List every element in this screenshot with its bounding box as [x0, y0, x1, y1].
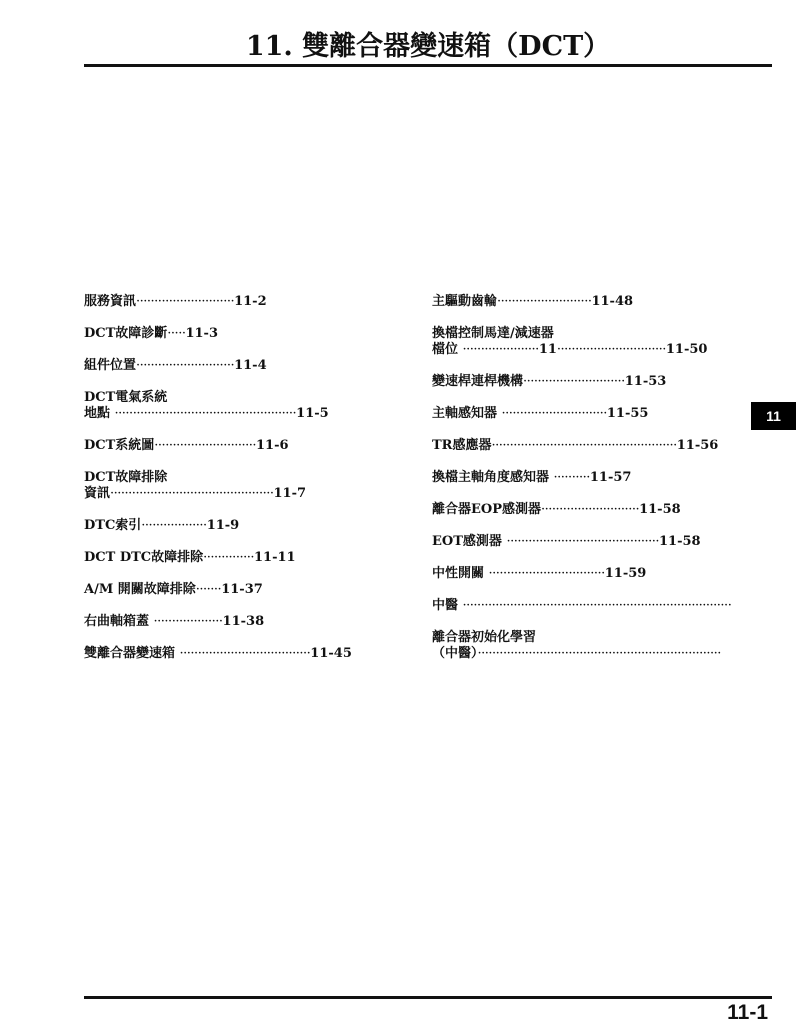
toc-entry-label: 離合器EOP感測器	[432, 502, 542, 517]
toc-entry-page: 11-56	[676, 438, 719, 453]
toc-entry-page: 11-58	[659, 534, 701, 549]
toc-entry-label-line1: DCT故障排除	[84, 470, 168, 485]
toc-entry-label-line1: DCT電氣系統	[84, 390, 168, 405]
toc-entry-label: DCT系統圖	[84, 438, 155, 453]
toc-entry-label: 雙離合器變速箱	[84, 646, 180, 661]
toc-entry-page: 11-2	[234, 294, 267, 309]
toc-entry-zhongyi[interactable]	[432, 598, 732, 614]
toc-leader-dots: ····························	[154, 438, 257, 453]
toc-leader-dots: ····································	[179, 646, 311, 661]
toc-entry-page: 11-3	[185, 326, 219, 341]
toc-leader-dots: ·············································	[110, 486, 274, 501]
toc-entry-page: 11-53	[624, 374, 667, 389]
toc-entry-page: 11-37	[221, 582, 263, 597]
toc-entry-mainshaft-sensor[interactable]	[432, 406, 732, 422]
toc-entry-clutch-eop-sensor[interactable]	[432, 502, 732, 518]
toc-entry-label: 地點	[84, 406, 115, 421]
toc-entry-page: 11-55	[606, 406, 649, 421]
toc-leader-dots: ································	[488, 566, 605, 581]
toc-leader-dots: ··········································	[506, 534, 659, 549]
toc-entry-page: 11-57	[589, 470, 632, 485]
toc-leader-dots: ···························	[136, 294, 235, 309]
toc-entry-dual-clutch[interactable]	[84, 646, 380, 662]
toc-leader-dots: ·····················	[462, 342, 539, 357]
toc-entry-page: 11-9	[206, 518, 240, 533]
toc-leader-dots: ··········	[553, 470, 590, 485]
page-title: 11. 雙離合器變速箱（DCT）	[245, 31, 611, 62]
toc-left-column	[84, 294, 380, 678]
toc-entry-gearshift-linkage[interactable]	[432, 374, 732, 390]
page-number: 11-1	[727, 1001, 768, 1024]
toc-entry-label: TR感應器	[432, 438, 492, 453]
toc-entry-label: 換檔主軸角度感知器	[432, 470, 554, 485]
toc-leader-dots: ··························	[497, 294, 592, 309]
chapter-tab: 11	[751, 402, 796, 430]
toc-entry-label: 組件位置	[84, 358, 137, 373]
toc-entry-dtc-index[interactable]	[84, 518, 380, 534]
toc-entry-primary-drive-gear[interactable]	[432, 294, 732, 310]
toc-entry-label-line1: 離合器初始化學習	[432, 630, 537, 645]
toc-entry-dct-system-diagram[interactable]	[84, 438, 380, 454]
toc-leader-dots: ·····	[167, 326, 186, 341]
toc-entry-label: 主驅動齒輪	[432, 294, 498, 309]
toc-entry-label: EOT感測器	[432, 534, 507, 549]
toc-entry-page: 11-4	[234, 358, 267, 373]
toc-entry-right-crankcase-cover[interactable]	[84, 614, 380, 630]
toc-leader-dots: ····························	[523, 374, 625, 389]
toc-entry-label: 變速桿連桿機構	[432, 374, 524, 389]
title-underline	[84, 64, 772, 67]
toc-entry-label: DCT DTC故障排除	[84, 550, 204, 565]
toc-leader-dots: ···································································	[477, 646, 721, 661]
toc-entry-am-switch[interactable]	[84, 582, 380, 598]
toc-leader-dots: ···················································	[491, 438, 677, 453]
toc-entry-dct-diagnosis[interactable]	[84, 326, 380, 342]
toc-leader-dots: ·····························	[501, 406, 607, 421]
toc-entry-page: 11-11	[253, 550, 296, 565]
toc-leader-dots: ···················	[153, 614, 223, 629]
toc-entry-label: DTC索引	[84, 518, 142, 533]
toc-entry-dct-dtc-troubleshooting[interactable]	[84, 550, 380, 566]
toc-entry-label: 主軸感知器	[432, 406, 502, 421]
toc-entry-label: （中醫）	[432, 646, 478, 661]
toc-entry-neutral-switch[interactable]	[432, 566, 732, 582]
toc-right-column	[432, 294, 732, 678]
toc-entry-label: 服務資訊	[84, 294, 137, 309]
toc-entry-dct-troubleshooting[interactable]	[84, 470, 380, 502]
toc-leader-dots: ··················	[141, 518, 207, 533]
toc-entry-page: 11-45	[310, 646, 352, 661]
toc-leader-dots: ··········································································	[462, 598, 732, 613]
toc-entry-eot-sensor[interactable]	[432, 534, 732, 550]
toc-entry-dct-electrical[interactable]	[84, 390, 380, 422]
toc-entry-clutch-initialization[interactable]	[432, 630, 732, 662]
toc-leader-dots: ·······	[195, 582, 222, 597]
toc-entry-label: 右曲軸箱蓋	[84, 614, 154, 629]
toc-leader-dots: ··················································	[114, 406, 297, 421]
toc-entry-label: 中性開關	[432, 566, 489, 581]
toc-leader-dots: ··············	[203, 550, 254, 565]
toc-entry-page: 11-5	[296, 406, 329, 421]
toc-entry-label: 檔位	[432, 342, 463, 357]
toc-entry-page: 11-7	[273, 486, 307, 501]
toc-entry-page: 11-48	[591, 294, 634, 309]
toc-entry-page: 11-50	[665, 342, 708, 357]
toc-entry-service-info[interactable]	[84, 294, 380, 310]
toc-entry-page: 11-58	[639, 502, 681, 517]
toc-entry-mid-number: 11	[538, 342, 557, 357]
toc-entry-label: A/M 開關故障排除	[84, 582, 196, 597]
toc-entry-page: 11-38	[222, 614, 265, 629]
toc-entry-label: 中醫	[432, 598, 463, 613]
toc-entry-label: 資訊	[84, 486, 111, 501]
toc-entry-component-location[interactable]	[84, 358, 380, 374]
toc-entry-shift-motor[interactable]	[432, 326, 732, 358]
toc-entry-page: 11-59	[604, 566, 647, 581]
footer-rule	[84, 996, 772, 999]
toc-entry-tr-sensor[interactable]	[432, 438, 732, 454]
toc-leader-dots: ······························	[556, 342, 666, 357]
toc-entry-label-line1: 換檔控制馬達/減速器	[432, 326, 554, 341]
toc-entry-shift-spindle-angle-sensor[interactable]	[432, 470, 732, 486]
toc-entry-label: DCT故障診斷	[84, 326, 168, 341]
toc-entry-page: 11-6	[256, 438, 289, 453]
toc-leader-dots: ···························	[136, 358, 235, 373]
toc-leader-dots: ···························	[541, 502, 640, 517]
